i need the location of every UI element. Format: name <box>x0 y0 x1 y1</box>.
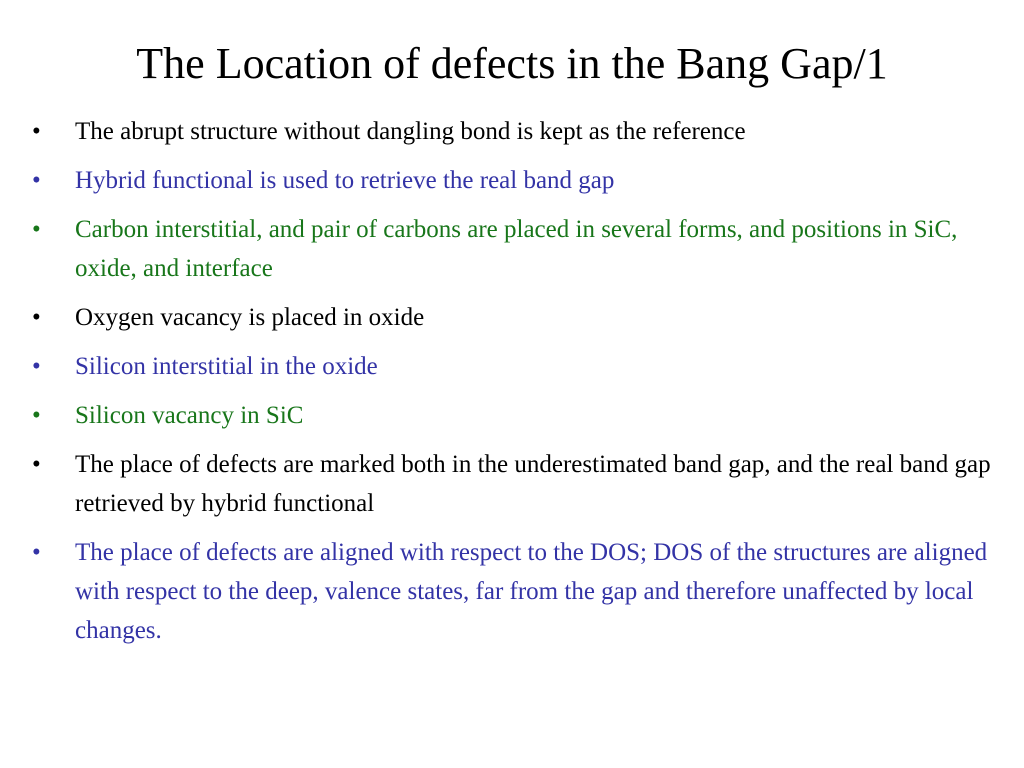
bullet-icon: • <box>32 353 41 380</box>
slide-title: The Location of defects in the Bang Gap/1 <box>136 39 888 88</box>
bullet-item <box>30 161 1005 200</box>
bullet-text: Oxygen vacancy is placed in oxide <box>75 304 425 331</box>
bullet-item <box>30 445 1005 523</box>
bullet-text: The place of defects are marked both in the underestimated band gap, and the real band gap retrieved by hybrid functional <box>75 451 991 517</box>
bullet-item <box>30 533 1005 650</box>
bullet-icon: • <box>32 304 41 331</box>
bullet-item <box>30 210 1005 288</box>
bullet-item <box>30 347 1005 386</box>
bullet-icon: • <box>32 451 41 478</box>
bullet-list <box>30 112 1005 660</box>
bullet-text: The place of defects are aligned with respect to the DOS; DOS of the structures are aligned with respect to the deep, valence states, far from the gap and therefore unaffected by local changes. <box>75 539 988 644</box>
bullet-icon: • <box>32 402 41 429</box>
bullet-text: The abrupt structure without dangling bond is kept as the reference <box>75 118 746 145</box>
bullet-text: Silicon interstitial in the oxide <box>75 353 378 380</box>
bullet-icon: • <box>32 167 41 194</box>
bullet-text: Hybrid functional is used to retrieve the real band gap <box>75 167 615 194</box>
bullet-icon: • <box>32 118 41 145</box>
bullet-text: Carbon interstitial, and pair of carbons are placed in several forms, and positions in SiC, oxide, and interface <box>75 216 958 282</box>
bullet-item <box>30 298 1005 337</box>
bullet-item <box>30 396 1005 435</box>
bullet-item <box>30 112 1005 151</box>
bullet-icon: • <box>32 216 41 243</box>
bullet-text: Silicon vacancy in SiC <box>75 402 304 429</box>
bullet-icon: • <box>32 539 41 566</box>
